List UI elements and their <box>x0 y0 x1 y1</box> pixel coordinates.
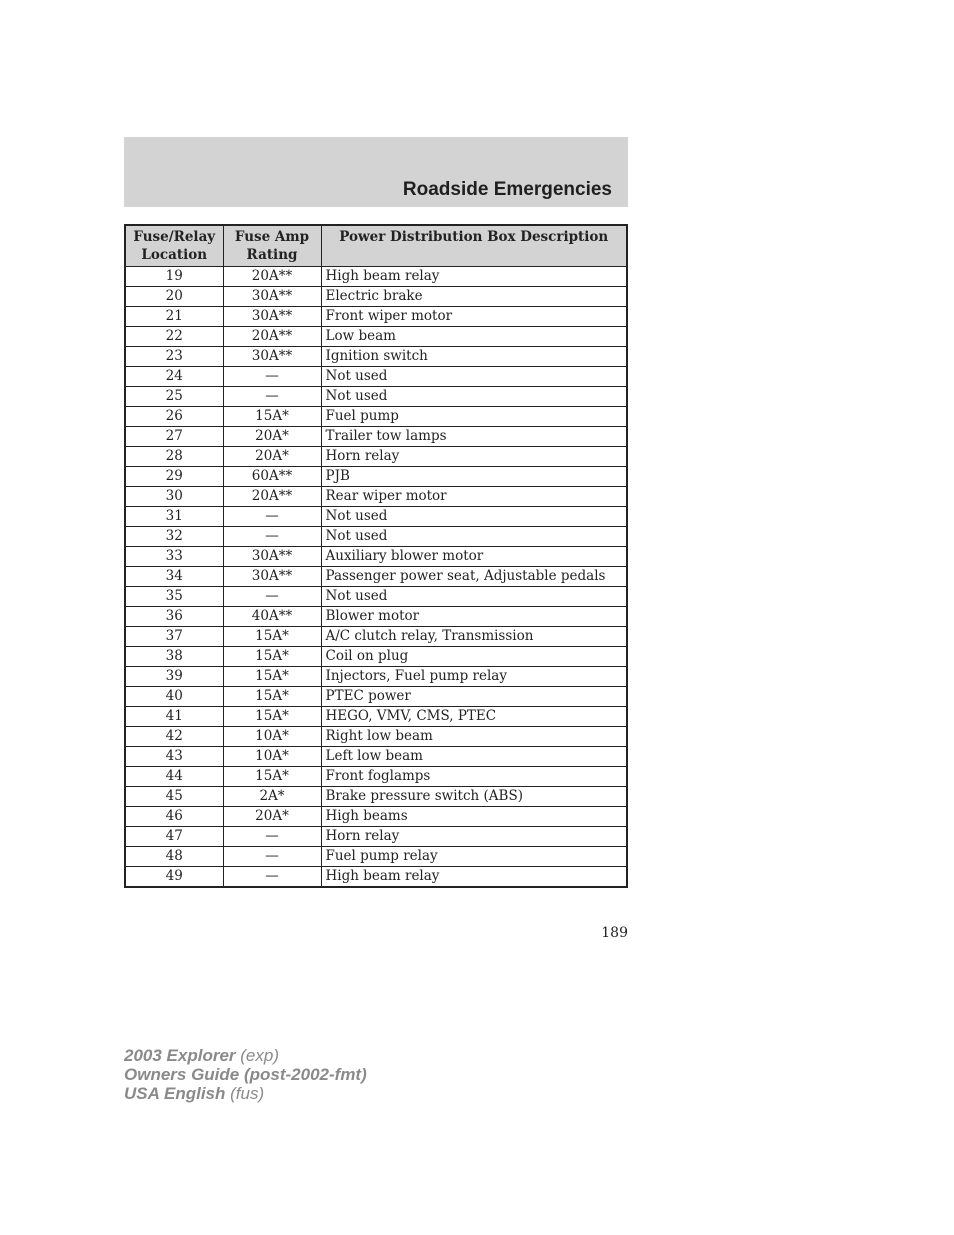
cell-location: 36 <box>125 607 223 627</box>
cell-location: 21 <box>125 307 223 327</box>
cell-description: PJB <box>321 467 627 487</box>
cell-location: 24 <box>125 367 223 387</box>
table-body <box>125 267 627 888</box>
cell-amp-rating: 30A** <box>223 307 321 327</box>
cell-amp-rating: — <box>223 387 321 407</box>
cell-amp-rating: — <box>223 587 321 607</box>
fuse-table <box>124 224 628 888</box>
footer-line-2 <box>124 1065 367 1084</box>
cell-amp-rating: 15A* <box>223 647 321 667</box>
table-row <box>125 627 627 647</box>
cell-description: Fuel pump relay <box>321 847 627 867</box>
cell-location: 27 <box>125 427 223 447</box>
cell-amp-rating: 20A** <box>223 267 321 287</box>
cell-location: 38 <box>125 647 223 667</box>
cell-location: 26 <box>125 407 223 427</box>
cell-amp-rating: 20A** <box>223 487 321 507</box>
cell-description: High beam relay <box>321 867 627 888</box>
footer-line-1 <box>124 1046 367 1065</box>
cell-location: 37 <box>125 627 223 647</box>
cell-description: Not used <box>321 367 627 387</box>
cell-amp-rating: 60A** <box>223 467 321 487</box>
cell-amp-rating: — <box>223 867 321 888</box>
cell-description: HEGO, VMV, CMS, PTEC <box>321 707 627 727</box>
cell-amp-rating: — <box>223 507 321 527</box>
column-header-location: Fuse/Relay Location <box>125 225 223 267</box>
table-row <box>125 607 627 627</box>
footer-model: 2003 Explorer <box>124 1046 236 1065</box>
cell-description: Brake pressure switch (ABS) <box>321 787 627 807</box>
cell-description: Horn relay <box>321 447 627 467</box>
cell-location: 33 <box>125 547 223 567</box>
table-row <box>125 647 627 667</box>
cell-description: Rear wiper motor <box>321 487 627 507</box>
table-row <box>125 467 627 487</box>
table-row <box>125 847 627 867</box>
table-row <box>125 427 627 447</box>
table-header-row <box>125 225 627 267</box>
cell-amp-rating: 15A* <box>223 627 321 647</box>
table-row <box>125 407 627 427</box>
footer-language: USA English <box>124 1084 226 1103</box>
table-row <box>125 747 627 767</box>
cell-amp-rating: 30A** <box>223 547 321 567</box>
table-row <box>125 707 627 727</box>
cell-location: 28 <box>125 447 223 467</box>
cell-description: High beam relay <box>321 267 627 287</box>
cell-description: Fuel pump <box>321 407 627 427</box>
cell-description: Front wiper motor <box>321 307 627 327</box>
cell-description: PTEC power <box>321 687 627 707</box>
column-header-amp-rating: Fuse Amp Rating <box>223 225 321 267</box>
footer-guide: Owners Guide (post-2002-fmt) <box>124 1065 367 1084</box>
cell-location: 43 <box>125 747 223 767</box>
cell-location: 39 <box>125 667 223 687</box>
table-row <box>125 787 627 807</box>
cell-description: Right low beam <box>321 727 627 747</box>
cell-location: 45 <box>125 787 223 807</box>
cell-description: Not used <box>321 587 627 607</box>
table-row <box>125 507 627 527</box>
cell-description: Front foglamps <box>321 767 627 787</box>
cell-amp-rating: 15A* <box>223 407 321 427</box>
cell-amp-rating: 30A** <box>223 567 321 587</box>
section-header-band <box>124 137 628 207</box>
cell-location: 46 <box>125 807 223 827</box>
cell-description: Not used <box>321 527 627 547</box>
cell-location: 42 <box>125 727 223 747</box>
cell-location: 29 <box>125 467 223 487</box>
cell-description: Low beam <box>321 327 627 347</box>
cell-amp-rating: 10A* <box>223 727 321 747</box>
table-row <box>125 667 627 687</box>
cell-description: Electric brake <box>321 287 627 307</box>
cell-amp-rating: — <box>223 847 321 867</box>
cell-amp-rating: 15A* <box>223 667 321 687</box>
cell-amp-rating: 20A* <box>223 427 321 447</box>
cell-location: 20 <box>125 287 223 307</box>
cell-amp-rating: 2A* <box>223 787 321 807</box>
page-number: 189 <box>601 925 628 941</box>
table-row <box>125 447 627 467</box>
cell-description: Trailer tow lamps <box>321 427 627 447</box>
column-header-description: Power Distribution Box Description <box>321 225 627 267</box>
cell-location: 41 <box>125 707 223 727</box>
footer-language-code: (fus) <box>230 1084 265 1103</box>
cell-location: 23 <box>125 347 223 367</box>
cell-location: 40 <box>125 687 223 707</box>
cell-description: Horn relay <box>321 827 627 847</box>
table-row <box>125 487 627 507</box>
cell-amp-rating: 15A* <box>223 767 321 787</box>
cell-amp-rating: 30A** <box>223 287 321 307</box>
cell-description: Auxiliary blower motor <box>321 547 627 567</box>
table-row <box>125 287 627 307</box>
footer <box>124 1046 367 1103</box>
table-row <box>125 527 627 547</box>
table-row <box>125 727 627 747</box>
cell-description: Not used <box>321 507 627 527</box>
cell-description: Blower motor <box>321 607 627 627</box>
cell-amp-rating: 20A** <box>223 327 321 347</box>
cell-amp-rating: — <box>223 367 321 387</box>
cell-description: Left low beam <box>321 747 627 767</box>
table-row <box>125 767 627 787</box>
cell-location: 44 <box>125 767 223 787</box>
table-row <box>125 867 627 888</box>
cell-amp-rating: 30A** <box>223 347 321 367</box>
footer-line-3 <box>124 1084 367 1103</box>
cell-amp-rating: 20A* <box>223 807 321 827</box>
table-row <box>125 687 627 707</box>
cell-amp-rating: — <box>223 827 321 847</box>
cell-location: 25 <box>125 387 223 407</box>
cell-location: 19 <box>125 267 223 287</box>
cell-description: Injectors, Fuel pump relay <box>321 667 627 687</box>
table-row <box>125 387 627 407</box>
table-row <box>125 587 627 607</box>
cell-amp-rating: — <box>223 527 321 547</box>
cell-location: 31 <box>125 507 223 527</box>
cell-location: 22 <box>125 327 223 347</box>
section-title: Roadside Emergencies <box>402 179 612 200</box>
cell-description: Ignition switch <box>321 347 627 367</box>
cell-description: Not used <box>321 387 627 407</box>
footer-model-code: (exp) <box>240 1046 279 1065</box>
table-row <box>125 327 627 347</box>
cell-location: 32 <box>125 527 223 547</box>
cell-description: High beams <box>321 807 627 827</box>
cell-amp-rating: 40A** <box>223 607 321 627</box>
cell-amp-rating: 15A* <box>223 687 321 707</box>
cell-location: 34 <box>125 567 223 587</box>
table-row <box>125 267 627 287</box>
table-row <box>125 827 627 847</box>
cell-location: 49 <box>125 867 223 888</box>
table-row <box>125 567 627 587</box>
cell-amp-rating: 10A* <box>223 747 321 767</box>
cell-description: A/C clutch relay, Transmission <box>321 627 627 647</box>
cell-location: 30 <box>125 487 223 507</box>
cell-description: Passenger power seat, Adjustable pedals <box>321 567 627 587</box>
cell-description: Coil on plug <box>321 647 627 667</box>
cell-location: 48 <box>125 847 223 867</box>
cell-amp-rating: 15A* <box>223 707 321 727</box>
table-row <box>125 307 627 327</box>
table-row <box>125 347 627 367</box>
cell-location: 35 <box>125 587 223 607</box>
cell-amp-rating: 20A* <box>223 447 321 467</box>
cell-location: 47 <box>125 827 223 847</box>
table-row <box>125 807 627 827</box>
table-row <box>125 547 627 567</box>
table-row <box>125 367 627 387</box>
